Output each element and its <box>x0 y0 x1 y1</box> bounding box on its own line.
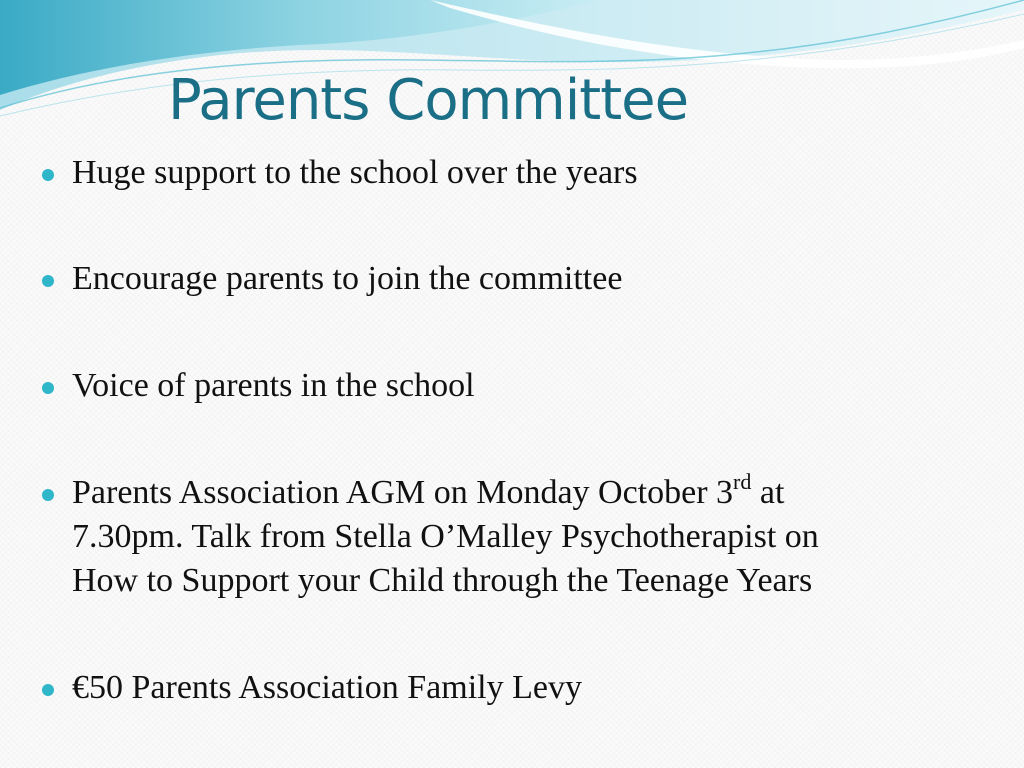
bullet-item <box>42 151 1002 195</box>
bullet-text: Huge support to the school over the years <box>72 154 638 191</box>
agm-line-2: 7.30pm. Talk from Stella O’Malley Psychotherapist on <box>72 518 819 555</box>
bullet-dot-icon <box>42 382 54 394</box>
bullet-dot-icon <box>42 684 54 696</box>
bullet-item <box>42 257 1002 301</box>
bullet-dot-icon <box>42 169 54 181</box>
bullet-text: Voice of parents in the school <box>72 367 475 404</box>
bullet-item <box>42 364 1002 408</box>
agm-line-1: Parents Association AGM on Monday October 3 <box>72 474 734 511</box>
bullet-text: Encourage parents to join the committee <box>72 260 623 297</box>
bullet-text: €50 Parents Association Family Levy <box>72 669 582 706</box>
bullet-item-agm <box>42 468 1002 603</box>
agm-line-3: How to Support your Child through the Teenage Years <box>72 562 813 599</box>
agm-superscript: rd <box>733 468 752 494</box>
bullet-text-agm <box>72 468 1002 603</box>
bullet-dot-icon <box>42 489 54 501</box>
bullet-dot-icon <box>42 275 54 287</box>
bullet-item <box>42 666 1002 710</box>
agm-line-1-end: at <box>751 474 785 511</box>
slide-title: Parents Committee <box>168 68 689 133</box>
